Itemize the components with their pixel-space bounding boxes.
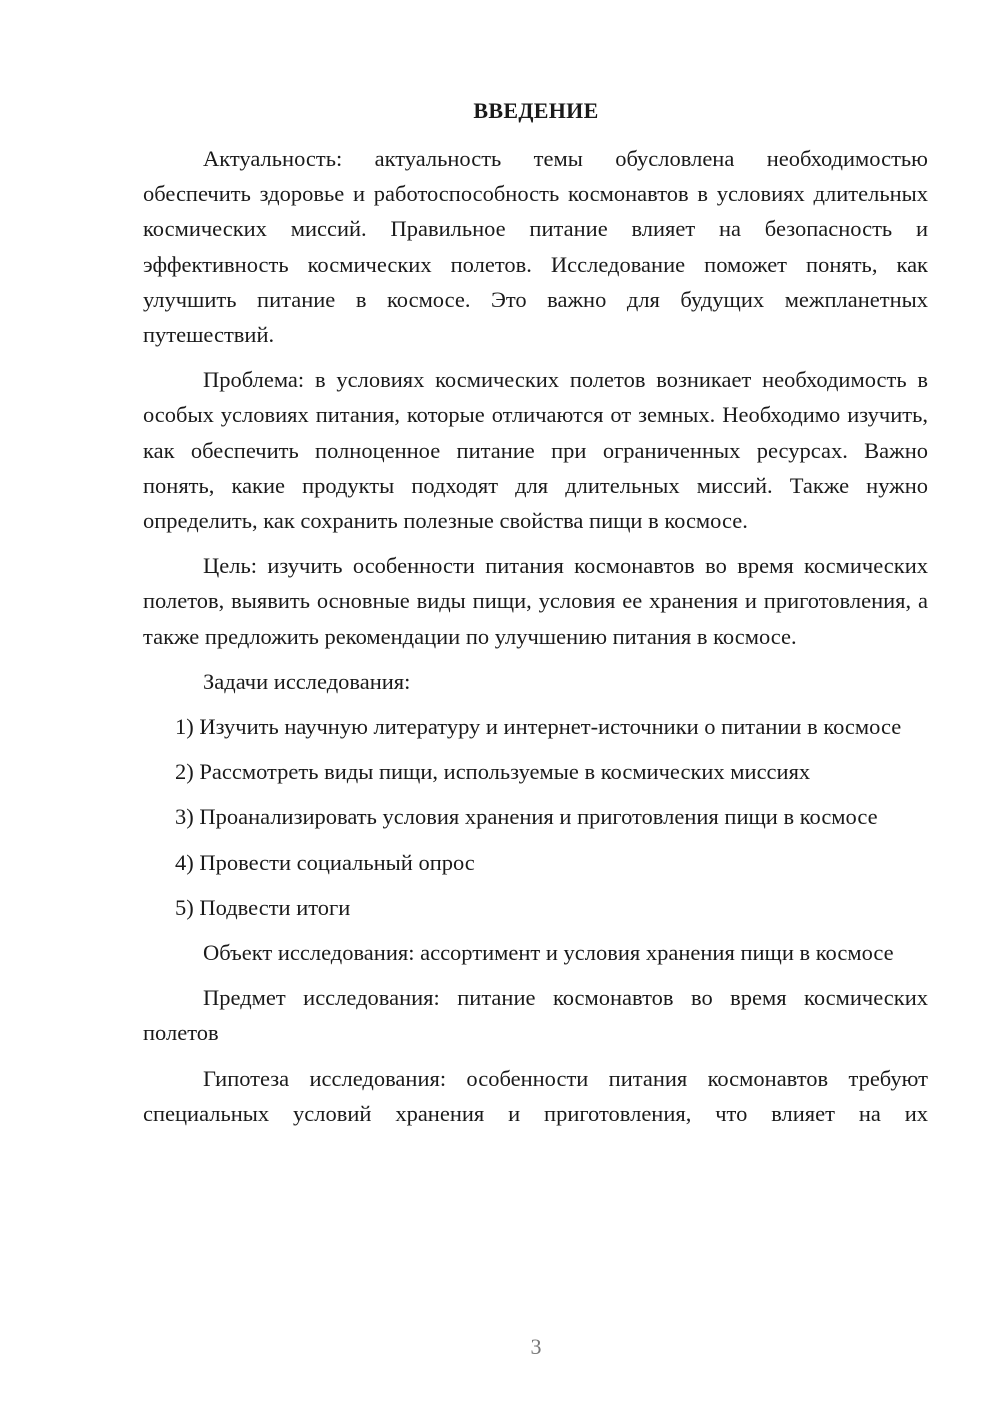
paragraph-relevance: Актуальность: актуальность темы обусловлена необходимостью обеспечить здоровье и работоспособность космонавтов в условиях длительных космических миссий. Правильное питание влияет на безопасность и эффективность космических полетов. Исследование поможет понять, как улучшить питание в космосе. Это важно для будущих межпланетных путешествий.	[143, 146, 928, 348]
task-item-2: 2) Рассмотреть виды пищи, используемые в космических миссиях	[175, 759, 811, 785]
body-text	[143, 141, 928, 1141]
task-item-1: 1) Изучить научную литературу и интернет-источники о питании в космосе	[175, 714, 902, 740]
task-item-5: 5) Подвести итоги	[175, 894, 351, 920]
paragraph-problem: Проблема: в условиях космических полетов возникает необходимость в особых условиях питания, которые отличаются от земных. Необходимо изучить, как обеспечить полноценное питание при ограниченных ресурсах. Важно понять, какие продукты подходят для длительных миссий. Также нужно определить, как сохранить полезные свойства пищи в космосе.	[143, 367, 928, 534]
task-item-3: 3) Проанализировать условия хранения и приготовления пищи в космосе	[175, 804, 878, 830]
paragraph-object: Объект исследования: ассортимент и условия хранения пищи в космосе	[203, 940, 894, 966]
task-item-4: 4) Провести социальный опрос	[175, 849, 475, 875]
section-title: ВВЕДЕНИЕ	[473, 98, 599, 123]
paragraph-hypothesis: Гипотеза исследования: особенности питания космонавтов требуют специальных условий хранения и приготовления, что влияет на их	[143, 1065, 928, 1126]
paragraph-subject: Предмет исследования: питание космонавтов во время космических полетов	[143, 985, 928, 1046]
page-number: 3	[530, 1334, 542, 1359]
paragraph-goal: Цель: изучить особенности питания космонавтов во время космических полетов, выявить основные виды пищи, условия ее хранения и приготовления, а также предложить рекомендации по улучшению питания в космосе.	[143, 553, 928, 649]
tasks-heading: Задачи исследования:	[203, 668, 411, 694]
